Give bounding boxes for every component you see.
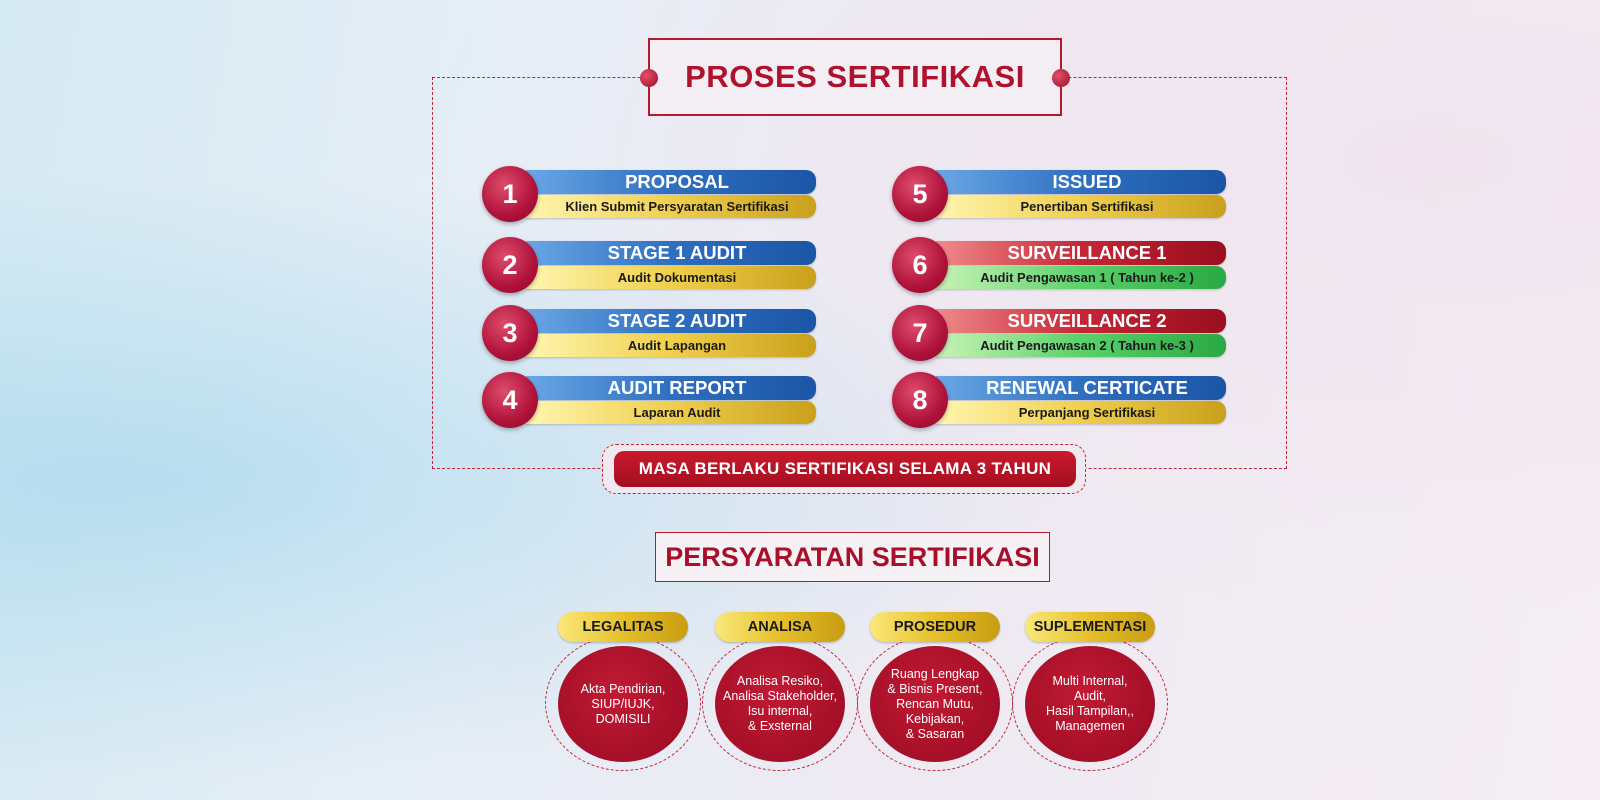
step-number: 3 xyxy=(482,305,538,361)
step-subtitle: Penertiban Sertifikasi xyxy=(936,195,1226,218)
step-title: PROPOSAL xyxy=(526,170,816,194)
step-number: 1 xyxy=(482,166,538,222)
step-number: 4 xyxy=(482,372,538,428)
step-title: SURVEILLANCE 1 xyxy=(936,241,1226,265)
requirements-title-box xyxy=(655,532,1050,582)
step-2 xyxy=(482,237,818,293)
requirement-legalitas xyxy=(551,612,701,772)
step-number: 5 xyxy=(892,166,948,222)
requirement-suplementasi xyxy=(1018,612,1168,772)
step-title: AUDIT REPORT xyxy=(526,376,816,400)
step-subtitle: Audit Pengawasan 2 ( Tahun ke-3 ) xyxy=(936,334,1226,357)
step-number: 7 xyxy=(892,305,948,361)
requirement-prosedur xyxy=(863,612,1013,772)
step-number: 8 xyxy=(892,372,948,428)
requirement-text: Ruang Lengkap & Bisnis Present, Rencan Mutu, Kebijakan, & Sasaran xyxy=(870,646,1000,762)
step-4 xyxy=(482,372,818,428)
step-title: STAGE 2 AUDIT xyxy=(526,309,816,333)
step-title: RENEWAL CERTICATE xyxy=(936,376,1226,400)
step-6 xyxy=(892,237,1228,293)
step-title: STAGE 1 AUDIT xyxy=(526,241,816,265)
right-dot-ornament xyxy=(1052,69,1070,87)
step-subtitle: Perpanjang Sertifikasi xyxy=(936,401,1226,424)
requirement-label: PROSEDUR xyxy=(870,612,1000,642)
step-subtitle: Audit Lapangan xyxy=(526,334,816,357)
process-title-box xyxy=(648,38,1062,116)
requirement-text: Multi Internal, Audit, Hasil Tampilan,, Managemen xyxy=(1025,646,1155,762)
requirement-label: LEGALITAS xyxy=(558,612,688,642)
step-number: 2 xyxy=(482,237,538,293)
step-title: ISSUED xyxy=(936,170,1226,194)
step-subtitle: Audit Pengawasan 1 ( Tahun ke-2 ) xyxy=(936,266,1226,289)
requirement-text: Analisa Resiko, Analisa Stakeholder, Isu internal, & Exsternal xyxy=(715,646,845,762)
step-number: 6 xyxy=(892,237,948,293)
step-subtitle: Klien Submit Persyaratan Sertifikasi xyxy=(526,195,816,218)
step-subtitle: Laparan Audit xyxy=(526,401,816,424)
step-title: SURVEILLANCE 2 xyxy=(936,309,1226,333)
step-1 xyxy=(482,166,818,222)
requirement-label: ANALISA xyxy=(715,612,845,642)
requirement-analisa xyxy=(708,612,858,772)
requirements-title: PERSYARATAN SERTIFIKASI xyxy=(665,541,1040,572)
requirement-text: Akta Pendirian, SIUP/IUJK, DOMISILI xyxy=(558,646,688,762)
requirement-label: SUPLEMENTASI xyxy=(1025,612,1155,642)
step-8 xyxy=(892,372,1228,428)
process-title: PROSES SERTIFIKASI xyxy=(685,59,1025,94)
left-dot-ornament xyxy=(640,69,658,87)
step-5 xyxy=(892,166,1228,222)
step-3 xyxy=(482,305,818,361)
validity-banner: MASA BERLAKU SERTIFIKASI SELAMA 3 TAHUN xyxy=(614,451,1076,487)
step-subtitle: Audit Dokumentasi xyxy=(526,266,816,289)
step-7 xyxy=(892,305,1228,361)
